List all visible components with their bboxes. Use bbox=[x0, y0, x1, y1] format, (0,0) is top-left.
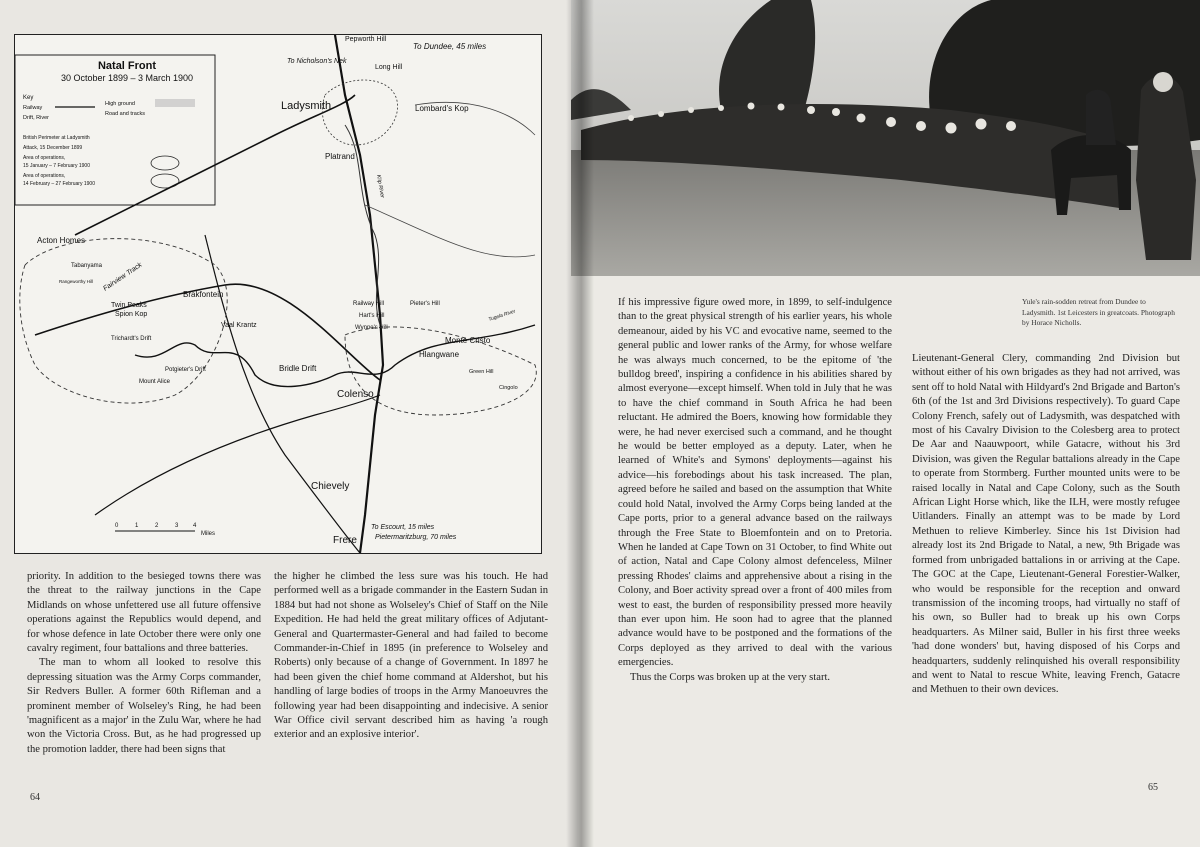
key-area2-dates: 14 February – 27 February 1900 bbox=[23, 181, 95, 187]
page-number-right: 65 bbox=[1148, 782, 1158, 793]
left-page bbox=[0, 0, 578, 847]
page-number-left: 64 bbox=[30, 792, 40, 803]
label-klip: Klip River bbox=[375, 174, 386, 199]
scale-miles: Miles bbox=[201, 531, 216, 537]
key-high-ground: High ground bbox=[105, 101, 135, 107]
label-trichardt: Trichardt's Drift bbox=[111, 336, 152, 342]
paragraph: the higher he climbed the less sure was his touch. He had performed well as a brigade commander in the Eastern Sudan in 1884 but had not shone as Wolseley's Chief of Staff on the Nile Expedition. He had held the great military offices of Adjutant-General and Quartermaster-General and had failed to become Commander-in-Chief in 1895 (in preference to Wolseley and Roberts) only because of a change of Government. In 1897 he had been given the chief home command at Aldershot, but his handling of large bodies of troops in the Army Manoeuvres the following year had been disappointing and indecisive. A senior War Office civil servant described him as having 'a rough exterior and an explosive interior'. bbox=[274, 571, 548, 741]
label-vaalkrantz: Vaal Krantz bbox=[221, 322, 257, 329]
key-area2: Area of operations, bbox=[23, 173, 66, 179]
paragraph: If his impressive figure owed more, in 1899, to self-indulgence than to the great physical strength of his earlier years, his whole demeanour, aided by his VC and evocative name, seemed to the general public and lower ranks of the Army, for whose welfare he was always much concerned, to be the epitome of 'the bulldog breed', inspiring a confidence in his abilities shared by almost everyone—except himself. When told in July that he was to have the chief command in South Africa he had been reluctant. He admired the Boers, knowing how formidable they were, he had never exercised such a command, and he thought he would be better employed as a deputy. Later, when he learned of White's and Symons' deployments—against his advice—his forebodings about his task increased. The plan, agreed before he sailed and based on the assumption that White could hold Natal, involved the Army Corps being landed at the Cape ports, prior to a general advance based on the railways through the Free State to Bloemfontein and on to Pretoria. When he landed at Cape Town on 31 October, to find White out of action, Natal and Cape Colony almost defenceless, Milner pressing Rhodes' claims and apprehensive about a rising in the Colony, and Boer activity spread over a front of 400 miles from west to east, the burden of responsibility pressed more heavily than ever upon him. He soon had to agree that the planned advance would have to be postponed and the formations of the Corps deployed as they arrived to deal with the various emergencies. bbox=[618, 297, 892, 669]
tugela-river bbox=[135, 325, 535, 387]
label-pepworth: Pepworth Hill bbox=[345, 36, 387, 43]
label-mountalice: Mount Alice bbox=[139, 379, 171, 385]
paragraph: Lieutenant-General Clery, commanding 2nd Division but without either of his own brigades as they had not arrived, was sent off to hold Natal with Hildyard's 2nd Brigade and Barton's 6th (of the 1st and 3rd Divisions respectively). To guard Cape Colony French, safely out of Ladysmith, was despatched with most of his Cavalry Division to the Colesberg area to protect De Aar and Naauwpoort, while Gatacre, without his 3rd Division, was given the Regular battalions already in the Cape to operate from Stormberg. Further mounted units were to be raised locally in Natal and Cape Colony, such as the South African Light Horse which, like the ILH, were mostly refugee Uitlanders. Finally an attempt was to be made by Lord Methuen to relieve Kimberley. Since his 1st Division had already lost its 2nd Brigade to Natal, a new, 9th Brigade was formed from unbrigaded battalions in or arriving at the Cape. The GOC at the Cape, Lieutenant-General Forestier-Walker, who would be responsible for the reception and onward transmission of the incoming troops, had virtually no staff of his own, so Buller had to break up his own Corps headquarters. As Milner said, Buller in his first three weeks 'had done wonders' but, having disposed of his Corps and headquarters, suddenly relinquished his overall responsibility and went to Natal to rescue White, leaving French, Gatacre and Methuen to their own devices. bbox=[912, 353, 1180, 696]
scale-2: 2 bbox=[155, 523, 159, 529]
label-frere: Frere bbox=[333, 535, 357, 546]
left-column-2 bbox=[274, 570, 548, 743]
right-column-2 bbox=[912, 352, 1180, 698]
paragraph: Thus the Corps was broken up at the very start. bbox=[630, 671, 831, 683]
map-dates: 30 October 1899 – 3 March 1900 bbox=[60, 73, 194, 83]
label-brakfontein: Brakfontein bbox=[183, 290, 224, 299]
label-fairview: Fairview Track bbox=[102, 261, 144, 293]
map-title: Natal Front bbox=[97, 60, 157, 72]
natal-front-map bbox=[14, 34, 542, 554]
label-twinpeaks: Twin Peaks bbox=[111, 302, 147, 309]
key-road-tracks: Road and tracks bbox=[105, 111, 146, 117]
label-ladysmith: Ladysmith bbox=[281, 100, 332, 112]
paragraph: priority. In addition to the besieged towns there was the threat to the railway junctions in the Cape Midlands on whose unfettered use all future offensive operations against the Republics would depend, and for whose defence in late October there were only one cavalry regiment, four battalions and three batteries. bbox=[27, 571, 261, 655]
key-area1: Area of operations, bbox=[23, 155, 66, 161]
label-colenso: Colenso bbox=[337, 389, 374, 400]
label-dundee: To Dundee, 45 miles bbox=[413, 42, 487, 51]
label-greenhill: Green Hill bbox=[469, 369, 494, 375]
label-bridle: Bridle Drift bbox=[279, 364, 317, 373]
label-railwayhill: Railway Hill bbox=[353, 301, 385, 307]
label-chievely: Chievely bbox=[311, 481, 350, 492]
key-drift-river: Drift, River bbox=[23, 115, 49, 121]
key-railway: Railway bbox=[23, 105, 43, 111]
label-spionkop: Spion Kop bbox=[115, 311, 148, 318]
paragraph: The man to whom all looked to resolve this depressing situation was the Army Corps commander, Sir Redvers Buller. A former 60th Rifleman and a prominent member of Wolseley's Ring, he had been 'magnificent as a major' in the Zulu War, where he had won the Victoria Cross. But, as he had progressed up the promotion ladder, there had been signs that bbox=[27, 657, 261, 755]
label-acton: Acton Homes bbox=[37, 236, 86, 245]
scale-3: 3 bbox=[175, 523, 179, 529]
label-tugela: Tugela River bbox=[487, 308, 517, 323]
label-lombard: Lombard's Kop bbox=[415, 104, 469, 113]
scale-1: 1 bbox=[135, 523, 139, 529]
scale-0: 0 bbox=[115, 523, 119, 529]
label-tabanyama: Tabanyama bbox=[71, 263, 103, 269]
scale-4: 4 bbox=[193, 523, 197, 529]
key-attack: Attack, 15 December 1899 bbox=[23, 145, 83, 151]
label-cingolo: Cingolo bbox=[499, 385, 518, 391]
label-potgieter: Potgieter's Drift bbox=[165, 367, 206, 373]
label-longhill: Long Hill bbox=[375, 64, 403, 71]
photo-image bbox=[571, 0, 1200, 276]
map-key-heading: Key bbox=[23, 95, 34, 101]
label-nicholson: To Nicholson's Nek bbox=[287, 58, 347, 65]
railway-line bbox=[335, 35, 386, 553]
right-column-1 bbox=[618, 296, 892, 685]
label-montecristo: Monte Cristo bbox=[445, 336, 491, 345]
photo-caption: Yule's rain-sodden retreat from Dundee to Ladysmith. 1st Leicesters in greatcoats. Photograph by Horace Nicholls. bbox=[1022, 297, 1175, 327]
label-pieter: Pieter's Hill bbox=[410, 301, 440, 307]
label-hart: Hart's Hill bbox=[359, 313, 385, 319]
historical-photograph bbox=[571, 0, 1200, 276]
label-pmb: Pietermaritzburg, 70 miles bbox=[375, 534, 457, 541]
key-area1-dates: 15 January – 7 February 1900 bbox=[23, 163, 90, 169]
label-rangeworthy: Rangeworthy Hill bbox=[59, 279, 94, 284]
label-wynne: Wynne's Hill bbox=[355, 325, 388, 331]
label-escourt: To Escourt, 15 miles bbox=[371, 524, 435, 531]
key-perimeter: British Perimeter at Ladysmith bbox=[23, 135, 90, 141]
map-drawing bbox=[15, 35, 541, 553]
label-platrand: Platrand bbox=[325, 152, 355, 161]
label-hlangwane: Hlangwane bbox=[419, 350, 460, 359]
left-column-1 bbox=[27, 570, 261, 757]
